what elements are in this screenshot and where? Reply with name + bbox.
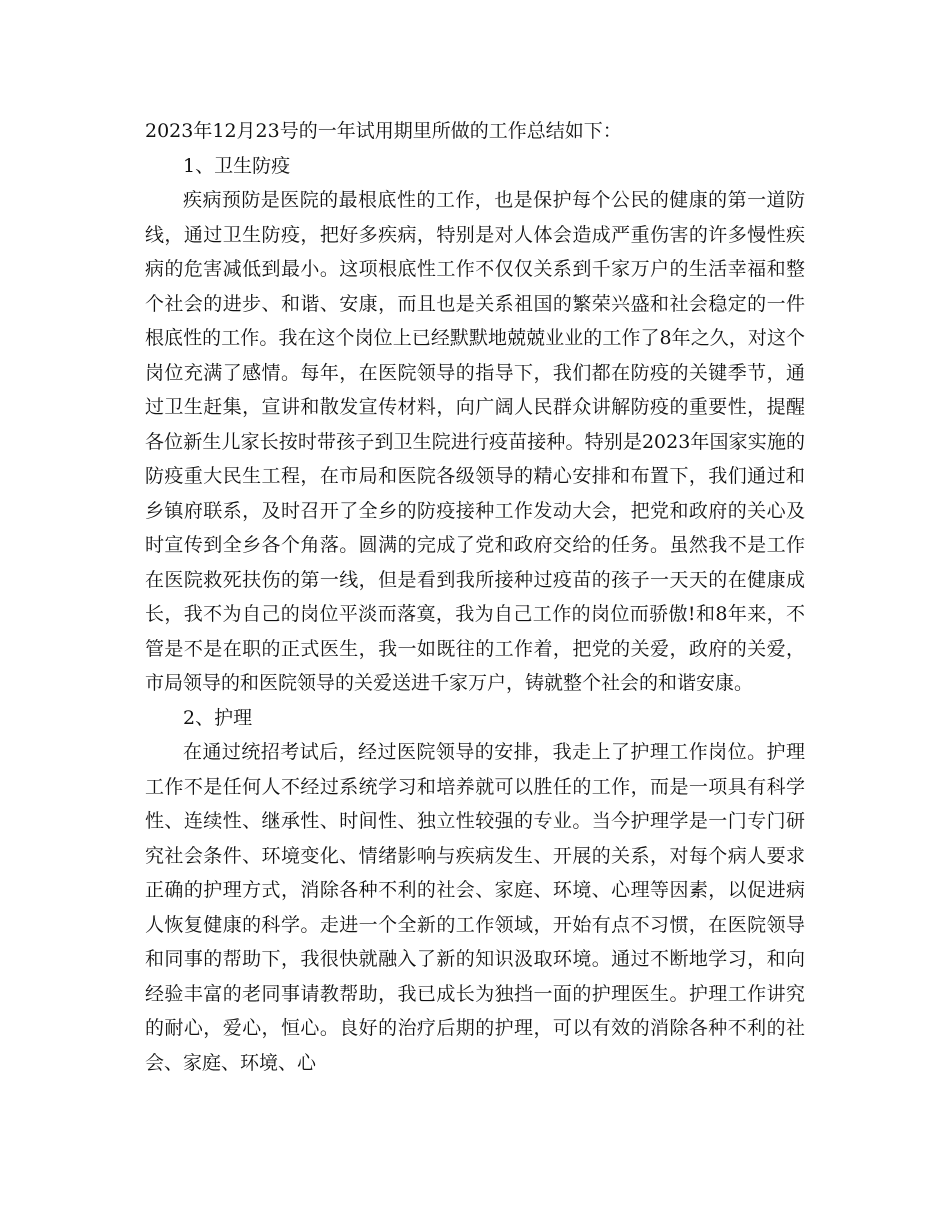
intro-line: 2023年12月23号的一年试用期里所做的工作总结如下： (145, 120, 622, 142)
document-body (145, 114, 805, 1080)
section-heading-epidemic-prevention: 1、卫生防疫 (183, 154, 291, 177)
section-paragraph-nursing: 在通过统招考试后，经过医院领导的安排，我走上了护理工作岗位。护理工作不是任何人不经过系统学习和培养就可以胜任的工作，而是一项具有科学性、连续性、继承性、时间性、独立性较强的专业。当今护理学是一门专门研究社会条件、环境变化、情绪影响与疾病发生、开展的关系，对每个病人要求正确的护理方式，消除各种不利的社会、家庭、环境、心理等因素，以促进病人恢复健康的科学。走进一个全新的工作领域，开始有点不习惯，在医院领导和同事的帮助下，我很快就融入了新的知识汲取环境。通过不断地学习，和向经验丰富的老同事请教帮助，我已成长为独挡一面的护理医生。护理工作讲究的耐心，爱心，恒心。良好的治疗后期的护理，可以有效的消除各种不利的社会、家庭、环境、心 (145, 741, 805, 1074)
section-heading-nursing: 2、护理 (183, 706, 253, 729)
section-paragraph-epidemic-prevention: 疾病预防是医院的最根底性的工作，也是保护每个公民的健康的第一道防线，通过卫生防疫，把好多疾病，特别是对人体会造成严重伤害的许多慢性疾病的危害减低到最小。这项根底性工作不仅仅关系到千家万户的生活幸福和整个社会的进步、和谐、安康，而且也是关系祖国的繁荣兴盛和社会稳定的一件根底性的工作。我在这个岗位上已经默默地兢兢业业的工作了8年之久，对这个岗位充满了感情。每年，在医院领导的指导下，我们都在防疫的关键季节，通过卫生赶集，宣讲和散发宣传材料，向广阔人民群众讲解防疫的重要性，提醒各位新生儿家长按时带孩子到卫生院进行疫苗接种。特别是2023年国家实施的防疫重大民生工程，在市局和医院各级领导的精心安排和布置下，我们通过和乡镇府联系，及时召开了全乡的防疫接种工作发动大会，把党和政府的关心及时宣传到全乡各个角落。圆满的完成了党和政府交给的任务。虽然我不是工作在医院救死扶伤的第一线，但是看到我所接种过疫苗的孩子一天天的在健康成长，我不为自己的岗位平淡而落寞，我为自己工作的岗位而骄傲!和8年来，不管是不是在职的正式医生，我一如既往的工作着，把党的关爱，政府的关爱，市局领导的和医院领导的关爱送进千家万户，铸就整个社会的和谐安康。 (145, 189, 805, 694)
